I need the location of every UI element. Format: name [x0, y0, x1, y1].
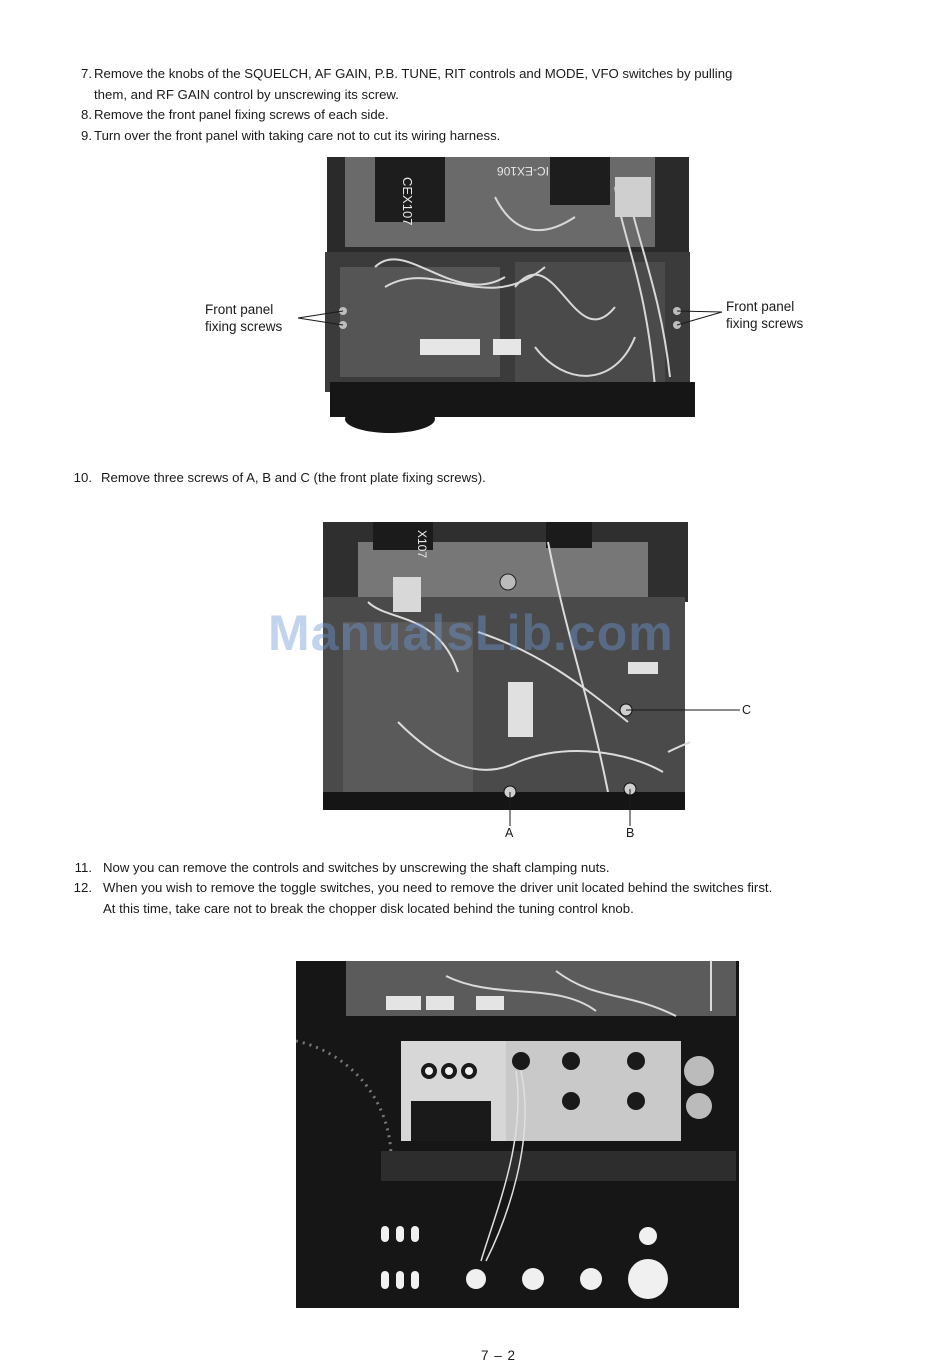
- callout-a: A: [505, 826, 514, 840]
- step-8: [70, 105, 930, 125]
- step-number: 12.: [73, 880, 92, 895]
- step-12: [70, 878, 930, 922]
- step-number: 10.: [73, 470, 92, 485]
- step-number: 7.: [81, 66, 92, 81]
- step-text-line: Turn over the front panel with taking care not to cut its wiring harness.: [94, 128, 501, 143]
- figure-3-image: [296, 961, 739, 1308]
- callout-c: C: [742, 703, 752, 717]
- step-11: [70, 858, 930, 878]
- figure-3-photo: [296, 961, 739, 1308]
- step-9: [70, 126, 930, 146]
- step-text-line: Remove three screws of A, B and C (the front plate fixing screws).: [101, 470, 486, 485]
- label-line: Front panel: [205, 302, 274, 317]
- label-line: fixing screws: [205, 319, 283, 334]
- watermark: ManualsLib.com: [268, 605, 674, 661]
- step-text-line: Remove the front panel fixing screws of each side.: [94, 107, 389, 122]
- step-text-line: them, and RF GAIN control by unscrewing its screw.: [94, 87, 399, 102]
- page-number: 7 – 2: [481, 1348, 517, 1363]
- step-text-line: At this time, take care not to break the chopper disk located behind the tuning control knob.: [103, 901, 634, 916]
- step-number: 11.: [74, 860, 92, 875]
- step-number: 9.: [81, 128, 92, 143]
- callout-b: B: [626, 826, 635, 840]
- unit-label-cex107: CEX107: [400, 177, 415, 226]
- label-line: Front panel: [726, 299, 795, 314]
- step-text-line: When you wish to remove the toggle switches, you need to remove the driver unit located behind the switches first.: [103, 880, 773, 895]
- label-line: fixing screws: [726, 316, 804, 331]
- step-7: [70, 64, 930, 108]
- step-10: [70, 468, 930, 488]
- step-text-line: Remove the knobs of the SQUELCH, AF GAIN, P.B. TUNE, RIT controls and MODE, VFO switches by pulling: [94, 66, 733, 81]
- unit-label-icex106: IC-EX106: [496, 164, 549, 178]
- unit-label-x107: X107: [415, 530, 429, 559]
- step-text-line: Now you can remove the controls and switches by unscrewing the shaft clamping nuts.: [103, 860, 610, 875]
- step-number: 8.: [81, 107, 92, 122]
- figure-1-leader-lines: [0, 290, 950, 350]
- figure-2-leader-lines: [0, 700, 950, 860]
